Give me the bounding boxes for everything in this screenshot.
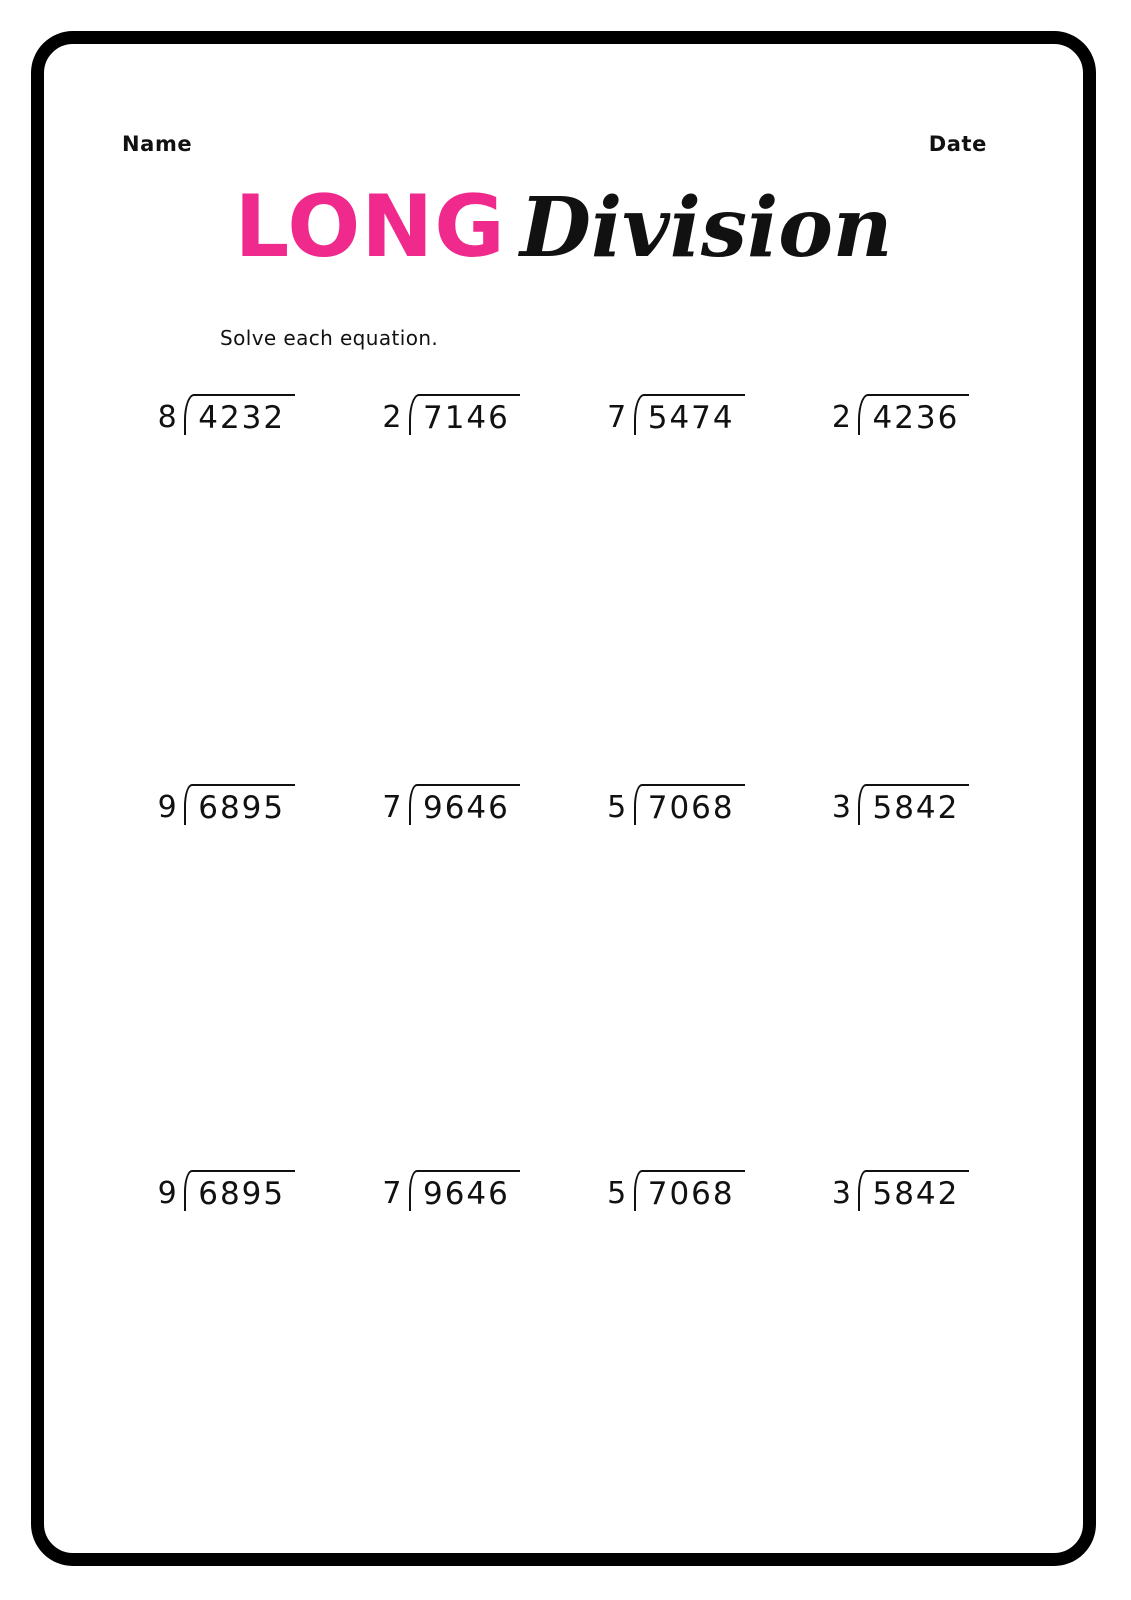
division-bracket	[858, 784, 969, 825]
problem-row	[114, 394, 1013, 784]
page-title	[44, 177, 1083, 277]
dividend: 5474	[647, 400, 735, 436]
page-title-long: LONG	[234, 177, 506, 277]
divisor: 5	[607, 1176, 627, 1212]
division-bracket	[409, 784, 520, 825]
problem-row	[114, 1170, 1013, 1470]
problem-cell	[564, 784, 789, 825]
problem-cell	[339, 784, 564, 825]
long-division-problem	[832, 1170, 970, 1211]
divisor: 9	[157, 790, 178, 826]
problem-cell	[114, 1170, 339, 1211]
long-division-problem	[607, 784, 745, 825]
division-bracket	[184, 784, 295, 825]
page-content	[44, 44, 1083, 1553]
division-bracket	[634, 394, 745, 435]
division-bracket	[409, 394, 520, 435]
long-division-problem	[382, 394, 520, 435]
division-bracket	[409, 1170, 520, 1211]
instruction-text: Solve each equation.	[220, 326, 439, 350]
dividend: 6895	[198, 790, 286, 826]
problem-cell	[114, 394, 339, 435]
dividend: 4232	[198, 400, 286, 436]
divisor: 7	[382, 1176, 402, 1212]
dividend: 7068	[647, 790, 735, 826]
dividend: 6895	[198, 1176, 286, 1212]
divisor: 8	[157, 400, 178, 436]
divisor: 2	[382, 400, 402, 436]
divisor: 7	[607, 400, 627, 436]
long-division-problem	[832, 394, 970, 435]
divisor: 5	[607, 790, 627, 826]
problem-cell	[564, 394, 789, 435]
divisor: 7	[382, 790, 402, 826]
division-bracket	[858, 394, 969, 435]
long-division-problem	[607, 1170, 745, 1211]
dividend: 4236	[872, 400, 960, 436]
dividend: 5842	[872, 1176, 960, 1212]
division-bracket	[858, 1170, 969, 1211]
division-bracket	[184, 394, 295, 435]
division-bracket	[634, 784, 745, 825]
long-division-problem	[832, 784, 970, 825]
long-division-problem	[158, 394, 296, 435]
problem-cell	[788, 394, 1013, 435]
student-info-row	[122, 132, 1005, 156]
dividend: 9646	[422, 1176, 510, 1212]
long-division-problem	[158, 1170, 296, 1211]
problem-cell	[339, 394, 564, 435]
divisor: 3	[831, 1176, 852, 1212]
page-title-division: Division	[519, 180, 893, 276]
dividend: 9646	[422, 790, 510, 826]
dividend: 7146	[422, 400, 510, 436]
problem-cell	[114, 784, 339, 825]
problem-cell	[564, 1170, 789, 1211]
division-bracket	[184, 1170, 295, 1211]
long-division-problem	[382, 1170, 520, 1211]
problem-grid	[114, 394, 1013, 1470]
dividend: 7068	[647, 1176, 735, 1212]
divisor: 2	[831, 400, 852, 436]
divisor: 9	[157, 1176, 178, 1212]
long-division-problem	[158, 784, 296, 825]
page-border-frame	[31, 31, 1096, 1566]
name-label: Name	[122, 132, 193, 156]
problem-cell	[788, 784, 1013, 825]
long-division-problem	[607, 394, 745, 435]
division-bracket	[634, 1170, 745, 1211]
problem-cell	[788, 1170, 1013, 1211]
problem-cell	[339, 1170, 564, 1211]
problem-row	[114, 784, 1013, 1170]
dividend: 5842	[872, 790, 960, 826]
date-label: Date	[928, 132, 987, 156]
divisor: 3	[831, 790, 852, 826]
long-division-problem	[382, 784, 520, 825]
